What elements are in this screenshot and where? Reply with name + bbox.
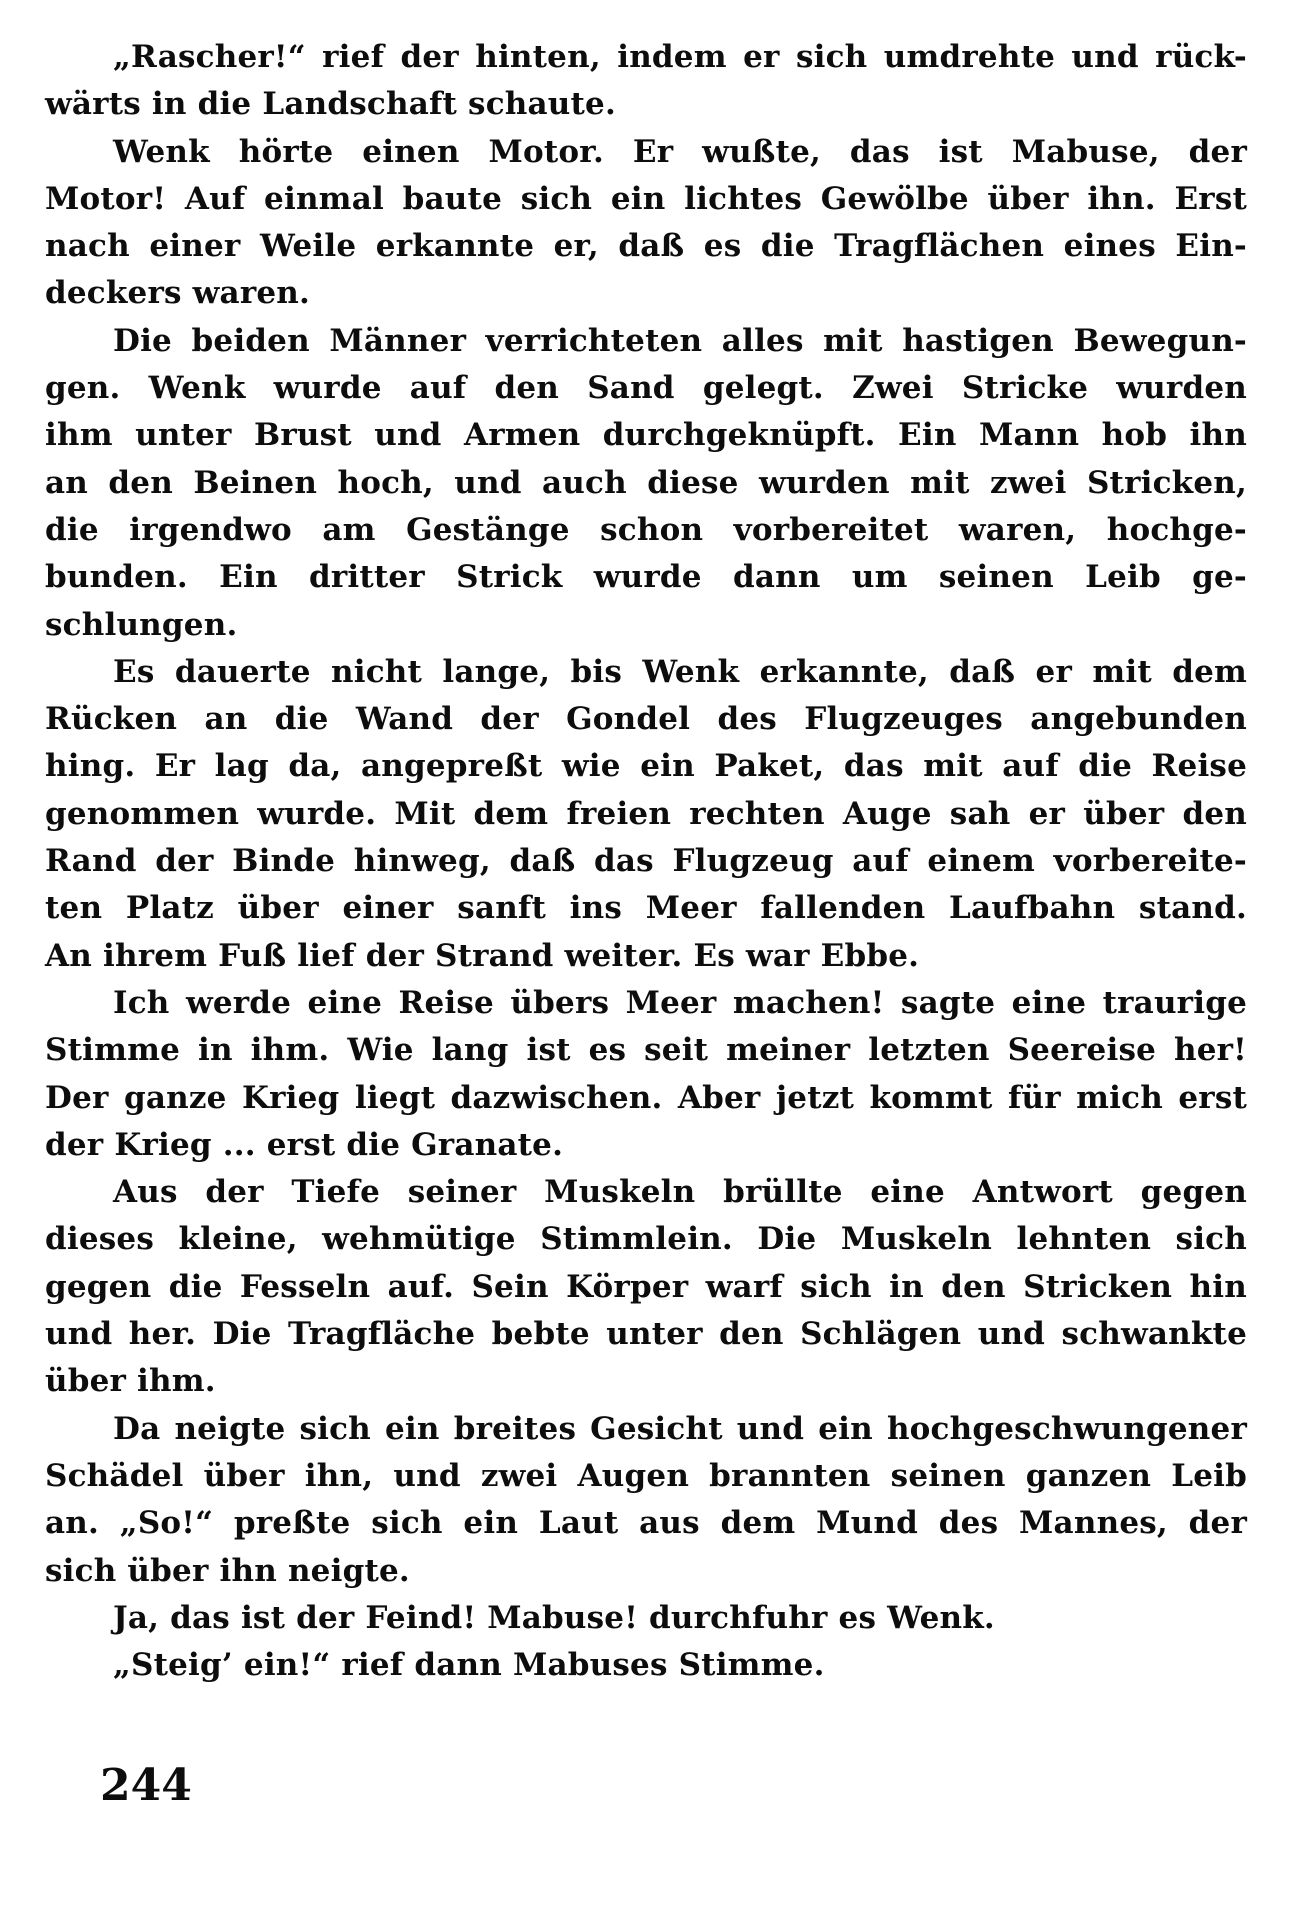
text-line: gen. Wenk wurde auf den Sand gelegt. Zwei Stricke wurden	[45, 370, 1247, 407]
text-line: ihm unter Brust und Armen durchgeknüpft. Ein Mann hob ihn	[45, 417, 1247, 454]
text-line: genommen wurde. Mit dem freien rechten Auge sah er über den	[45, 795, 1247, 832]
text-line: Da neigte sich ein breites Gesicht und ein hochgeschwungener	[113, 1410, 1247, 1447]
text-line: der Krieg ... erst die Granate.	[45, 1126, 564, 1163]
text-line: Schädel über ihn, und zwei Augen brannten seinen ganzen Leib	[45, 1457, 1247, 1494]
text-line: „Steig’ ein!“ rief dann Mabuses Stimme.	[113, 1647, 825, 1684]
text-line: Die beiden Männer verrichteten alles mit hastigen Bewegun-	[113, 322, 1247, 359]
text-line: schlungen.	[45, 606, 238, 643]
text-line: an. „So!“ preßte sich ein Laut aus dem Mund des Mannes, der	[45, 1505, 1247, 1542]
text-line: dieses kleine, wehmütige Stimmlein. Die Muskeln lehnten sich	[45, 1221, 1247, 1258]
text-line: und her. Die Tragfläche bebte unter den Schlägen und schwankte	[45, 1316, 1247, 1353]
text-line: gegen die Fesseln auf. Sein Körper warf sich in den Stricken hin	[45, 1268, 1247, 1305]
text-line: bunden. Ein dritter Strick wurde dann um seinen Leib ge-	[45, 559, 1247, 596]
text-line: hing. Er lag da, angepreßt wie ein Paket, das mit auf die Reise	[45, 748, 1247, 785]
text-line: sich über ihn neigte.	[45, 1552, 410, 1589]
text-line: Stimme in ihm. Wie lang ist es seit meiner letzten Seereise her!	[45, 1032, 1247, 1069]
text-line: die irgendwo am Gestänge schon vorbereitet waren, hochge-	[45, 511, 1247, 548]
text-line: nach einer Weile erkannte er, daß es die Tragflächen eines Ein-	[45, 228, 1247, 265]
text-line: Motor! Auf einmal baute sich ein lichtes Gewölbe über ihn. Erst	[45, 180, 1247, 217]
text-line: Der ganze Krieg liegt dazwischen. Aber jetzt kommt für mich erst	[45, 1079, 1247, 1116]
text-line: Rücken an die Wand der Gondel des Flugzeuges angebunden	[45, 701, 1247, 738]
text-line: deckers waren.	[45, 275, 311, 312]
text-line: Ja, das ist der Feind! Mabuse! durchfuhr es Wenk.	[113, 1599, 995, 1636]
body-text	[45, 34, 1247, 1689]
text-line: über ihm.	[45, 1363, 216, 1400]
text-line: Es dauerte nicht lange, bis Wenk erkannte, daß er mit dem	[113, 653, 1247, 690]
text-line: an den Beinen hoch, und auch diese wurden mit zwei Stricken,	[45, 464, 1247, 501]
page-number: 244	[100, 1760, 192, 1811]
text-line: Wenk hörte einen Motor. Er wußte, das ist Mabuse, der	[113, 133, 1247, 170]
text-line: ten Platz über einer sanft ins Meer fallenden Laufbahn stand.	[45, 890, 1247, 927]
text-line: Aus der Tiefe seiner Muskeln brüllte eine Antwort gegen	[113, 1174, 1247, 1211]
text-line: Rand der Binde hinweg, daß das Flugzeug auf einem vorbereite-	[45, 843, 1247, 880]
text-line: „Rascher!“ rief der hinten, indem er sich umdrehte und rück-	[113, 39, 1247, 75]
text-line: Ich werde eine Reise übers Meer machen! sagte eine traurige	[113, 984, 1247, 1021]
text-line: An ihrem Fuß lief der Strand weiter. Es war Ebbe.	[45, 937, 920, 974]
text-line: wärts in die Landschaft schaute.	[45, 86, 616, 123]
